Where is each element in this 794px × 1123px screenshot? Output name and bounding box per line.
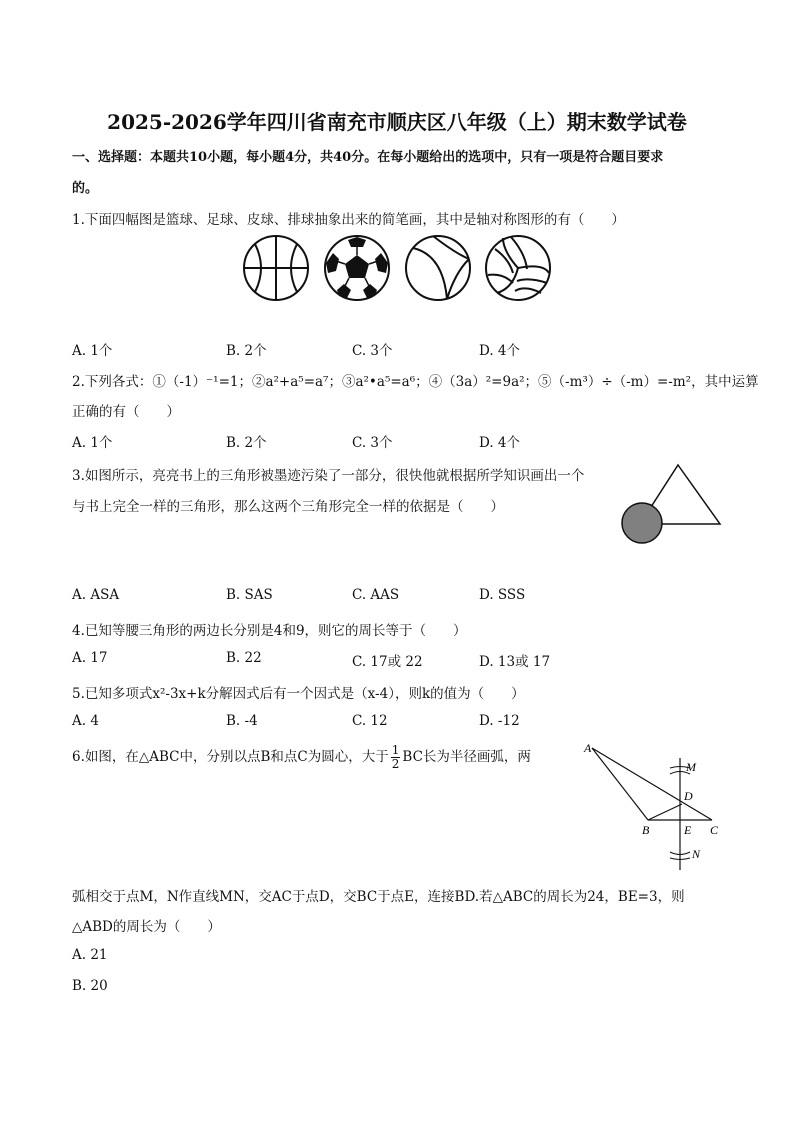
q3-option-d[interactable]: D. SSS — [479, 587, 526, 603]
point-label-a: A — [584, 741, 592, 755]
question-1-stem: 1.下面四幅图是篮球、足球、皮球、排球抽象出来的简笔画，其中是轴对称图形的有（ ） — [72, 212, 625, 228]
section-heading-cont: 的。 — [72, 181, 99, 196]
volleyball-icon — [483, 233, 553, 303]
q3-option-b[interactable]: B. SAS — [226, 587, 273, 603]
q2-option-c[interactable]: C. 3个 — [352, 435, 393, 451]
section-heading: 一、选择题：本题共10小题，每小题4分，共40分。在每小题给出的选项中，只有一项是符合题目要求 — [72, 150, 664, 165]
q1-option-a[interactable]: A. 1个 — [72, 343, 113, 359]
point-label-c: C — [710, 823, 719, 837]
soccer-ball-icon — [322, 233, 392, 303]
question-4-stem: 4.已知等腰三角形的两边长分别是4和9，则它的周长等于（ ） — [72, 623, 467, 639]
q2-option-a[interactable]: A. 1个 — [72, 435, 113, 451]
fraction-denominator: 2 — [391, 757, 400, 771]
q4-option-d[interactable]: D. 13或 17 — [479, 654, 551, 670]
q2-option-d[interactable]: D. 4个 — [479, 435, 521, 451]
question-6-stem — [72, 744, 531, 771]
q1-option-d[interactable]: D. 4个 — [479, 343, 521, 359]
q4-option-a[interactable]: A. 17 — [72, 650, 108, 666]
question-3-stem: 3.如图所示，亮亮书上的三角形被墨迹污染了一部分，很快他就根据所学知识画出一个 — [72, 468, 585, 484]
point-label-n: N — [692, 847, 701, 861]
fraction-numerator: 1 — [391, 743, 400, 757]
question-2-stem-cont: 正确的有（ ） — [72, 404, 180, 420]
q3-option-a[interactable]: A. ASA — [72, 587, 120, 603]
q5-option-a[interactable]: A. 4 — [72, 713, 99, 729]
point-label-e: E — [684, 823, 692, 837]
point-label-b: B — [642, 823, 650, 837]
beach-ball-icon — [403, 233, 473, 303]
fraction — [391, 744, 401, 771]
q3-option-c[interactable]: C. AAS — [352, 587, 400, 603]
q4-option-c[interactable]: C. 17或 22 — [352, 654, 423, 670]
q6-stem-part2: BC长为半径画弧，两 — [402, 749, 531, 765]
question-2-stem: 2.下列各式：①（-1）⁻¹=1；②a²+a⁵=a⁷；③a²•a⁵=a⁶；④（3a）²=9a²；⑤（-m³）÷（-m）=-m²，其中运算 — [72, 374, 759, 390]
basketball-icon — [241, 233, 311, 303]
q6-option-b[interactable]: B. 20 — [72, 978, 108, 994]
question-5-stem: 5.已知多项式x²-3x+k分解因式后有一个因式是（x-4），则k的值为（ ） — [72, 686, 525, 702]
q2-option-b[interactable]: B. 2个 — [226, 435, 267, 451]
page-title: 2025-2026学年四川省南充市顺庆区八年级（上）期末数学试卷 — [107, 110, 687, 134]
question-6-stem-cont: 弧相交于点M，N作直线MN，交AC于点D，交BC于点E，连接BD.若△ABC的周长为24，BE=3，则 — [72, 889, 685, 905]
ink-stained-triangle-figure — [618, 462, 724, 546]
question-3-stem-cont: 与书上完全一样的三角形，那么这两个三角形完全一样的依据是（ ） — [72, 499, 504, 515]
q5-option-c[interactable]: C. 12 — [352, 713, 388, 729]
perpendicular-bisector-figure — [580, 738, 730, 878]
question-6-stem-cont2: △ABD的周长为（ ） — [72, 919, 221, 935]
q4-option-b[interactable]: B. 22 — [226, 650, 262, 666]
q5-option-b[interactable]: B. -4 — [226, 713, 258, 729]
q1-option-c[interactable]: C. 3个 — [352, 343, 393, 359]
q6-option-a[interactable]: A. 21 — [72, 947, 108, 963]
q5-option-d[interactable]: D. -12 — [479, 713, 520, 729]
q1-option-b[interactable]: B. 2个 — [226, 343, 267, 359]
q6-stem-part1: 6.如图，在△ABC中，分别以点B和点C为圆心，大于 — [72, 749, 389, 765]
point-label-d: D — [684, 789, 693, 803]
point-label-m: M — [686, 760, 696, 774]
